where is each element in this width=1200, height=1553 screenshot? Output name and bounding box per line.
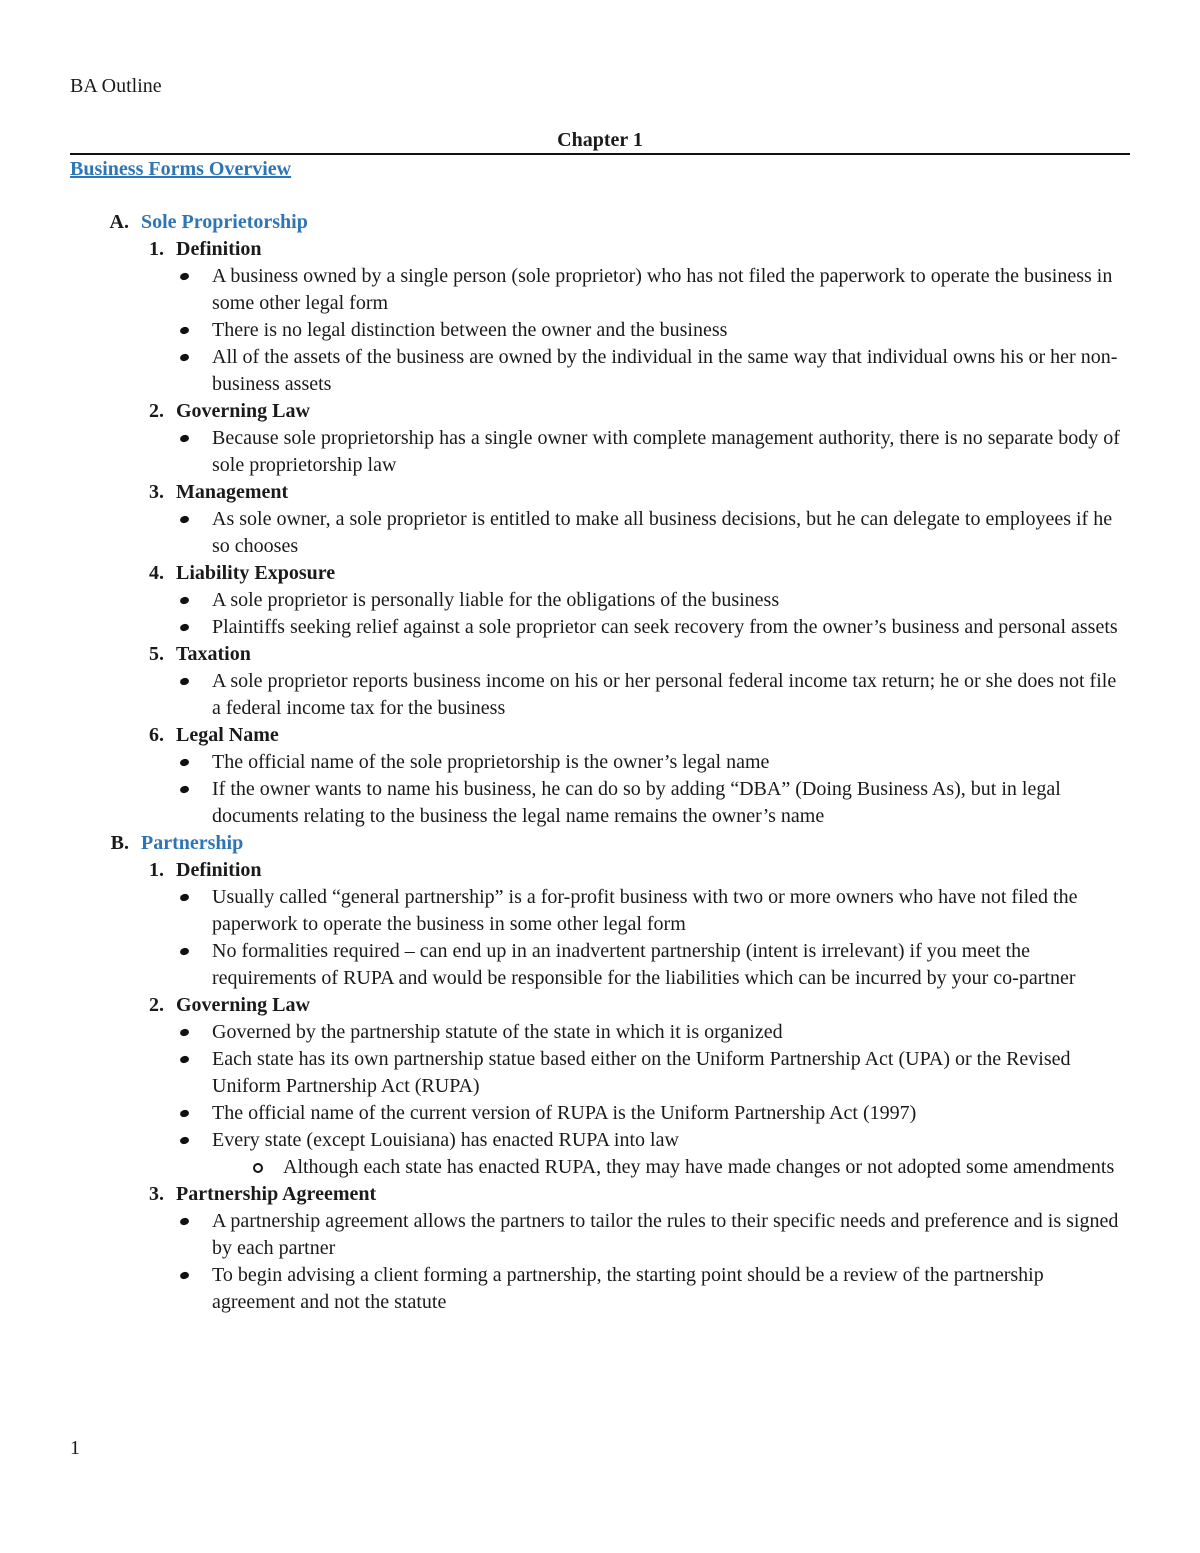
- bullet-icon: [70, 1208, 212, 1235]
- bullet-text: There is no legal distinction between the owner and the business: [212, 319, 728, 341]
- bullet-item: [70, 587, 1130, 614]
- bullet-item: [70, 614, 1130, 641]
- bullet-icon: [70, 317, 212, 344]
- bullet-icon: [70, 776, 212, 803]
- subsection-title: Taxation: [176, 643, 251, 665]
- bullet-icon: [70, 1100, 212, 1127]
- subbullet-text: Although each state has enacted RUPA, they may have made changes or not adopted some amendments: [283, 1156, 1115, 1178]
- bullet-icon: [70, 344, 212, 371]
- section-title: Sole Proprietorship: [141, 211, 308, 233]
- bullet-icon: [70, 614, 212, 641]
- section-heading: [70, 830, 1130, 857]
- outline: [70, 209, 1130, 1316]
- chapter-title: Chapter 1: [557, 129, 643, 151]
- bullet-text: Usually called “general partnership” is a for-profit business with two or more owners who have not filed the paperwork to operate the business in some other legal form: [212, 886, 1078, 935]
- subsection-title: Definition: [176, 238, 262, 260]
- bullet-icon: [70, 1046, 212, 1073]
- subbullet-item: [70, 1154, 1130, 1181]
- bullet-item: [70, 884, 1130, 938]
- bullet-text: A sole proprietor reports business income on his or her personal federal income tax return; he or she does not file a federal income tax for the business: [212, 670, 1117, 719]
- bullet-icon: [70, 938, 212, 965]
- bullet-icon: [70, 749, 212, 776]
- bullet-text: A business owned by a single person (sole proprietor) who has not filed the paperwork to operate the business in some other legal form: [212, 265, 1113, 314]
- bullet-item: [70, 668, 1130, 722]
- subsection-heading: [70, 560, 1130, 587]
- outline-section: [70, 209, 1130, 830]
- subsection-title: Liability Exposure: [176, 562, 336, 584]
- subsection-number: 3.: [149, 481, 164, 503]
- bullet-text: Because sole proprietorship has a single owner with complete management authority, there is no separate body of sole proprietorship law: [212, 427, 1120, 476]
- section-letter: B.: [110, 832, 129, 854]
- subsection-heading: [70, 1181, 1130, 1208]
- bullet-item: [70, 425, 1130, 479]
- bullet-icon: [70, 1019, 212, 1046]
- bullet-icon: [70, 506, 212, 533]
- subsection-number: 6.: [149, 724, 164, 746]
- bullet-text: No formalities required – can end up in an inadvertent partnership (intent is irrelevant) if you meet the requirements of RUPA and would be responsible for the liabilities which can be incurred by your co-partner: [212, 940, 1076, 989]
- bullet-text: As sole owner, a sole proprietor is entitled to make all business decisions, but he can delegate to employees if he so chooses: [212, 508, 1113, 557]
- page-number: 1: [70, 1437, 80, 1459]
- subsection-heading: [70, 992, 1130, 1019]
- subsection-title: Partnership Agreement: [176, 1183, 377, 1205]
- subsection-title: Governing Law: [176, 994, 310, 1016]
- document-header: BA Outline: [70, 75, 162, 97]
- bullet-item: [70, 506, 1130, 560]
- bullet-text: The official name of the sole proprietorship is the owner’s legal name: [212, 751, 770, 773]
- subsection-title: Definition: [176, 859, 262, 881]
- bullet-text: A partnership agreement allows the partners to tailor the rules to their specific needs and preference and is signed by each partner: [212, 1210, 1119, 1259]
- bullet-text: Each state has its own partnership statue based either on the Uniform Partnership Act (UPA) or the Revised Uniform Partnership Act (RUPA): [212, 1048, 1071, 1097]
- bullet-item: [70, 1208, 1130, 1262]
- subsection-title: Legal Name: [176, 724, 279, 746]
- subsection-heading: [70, 722, 1130, 749]
- bullet-item: [70, 317, 1130, 344]
- bullet-text: Plaintiffs seeking relief against a sole proprietor can seek recovery from the owner’s business and personal assets: [212, 616, 1118, 638]
- bullet-text: Every state (except Louisiana) has enacted RUPA into law: [212, 1129, 679, 1151]
- bullet-item: [70, 1100, 1130, 1127]
- bullet-item: [70, 344, 1130, 398]
- subsection-number: 4.: [149, 562, 164, 584]
- bullet-item: [70, 749, 1130, 776]
- subsection-title: Governing Law: [176, 400, 310, 422]
- bullet-icon: [70, 425, 212, 452]
- outline-section: [70, 830, 1130, 1316]
- section-title: Partnership: [141, 832, 244, 854]
- section-letter: A.: [109, 211, 129, 233]
- subsection-heading: [70, 236, 1130, 263]
- bullet-icon: [70, 1262, 212, 1289]
- subsection-number: 3.: [149, 1183, 164, 1205]
- hollow-bullet-icon: [70, 1154, 283, 1181]
- bullet-item: [70, 1127, 1130, 1154]
- subsection-heading: [70, 857, 1130, 884]
- subsection-number: 2.: [149, 994, 164, 1016]
- subsection-number: 1.: [149, 238, 164, 260]
- overview-heading-link[interactable]: Business Forms Overview: [70, 158, 292, 180]
- bullet-text: All of the assets of the business are owned by the individual in the same way that individual owns his or her non-business assets: [212, 346, 1118, 395]
- bullet-text: A sole proprietor is personally liable for the obligations of the business: [212, 589, 780, 611]
- bullet-text: If the owner wants to name his business, he can do so by adding “DBA” (Doing Business As), but in legal documents relating to the business the legal name remains the owner’s name: [212, 778, 1061, 827]
- bullet-icon: [70, 263, 212, 290]
- subsection-number: 5.: [149, 643, 164, 665]
- subsection-number: 2.: [149, 400, 164, 422]
- subsection-heading: [70, 479, 1130, 506]
- subsection-title: Management: [176, 481, 289, 503]
- bullet-icon: [70, 1127, 212, 1154]
- bullet-icon: [70, 884, 212, 911]
- bullet-text: Governed by the partnership statute of the state in which it is organized: [212, 1021, 783, 1043]
- section-heading: [70, 209, 1130, 236]
- bullet-item: [70, 263, 1130, 317]
- bullet-text: To begin advising a client forming a partnership, the starting point should be a review of the partnership agreement and not the statute: [212, 1264, 1044, 1313]
- bullet-item: [70, 1046, 1130, 1100]
- bullet-item: [70, 776, 1130, 830]
- bullet-icon: [70, 668, 212, 695]
- chapter-divider: [70, 153, 1130, 155]
- subsection-number: 1.: [149, 859, 164, 881]
- bullet-item: [70, 1019, 1130, 1046]
- subsection-heading: [70, 398, 1130, 425]
- bullet-text: The official name of the current version of RUPA is the Uniform Partnership Act (1997): [212, 1102, 917, 1124]
- bullet-icon: [70, 587, 212, 614]
- bullet-item: [70, 938, 1130, 992]
- bullet-item: [70, 1262, 1130, 1316]
- subsection-heading: [70, 641, 1130, 668]
